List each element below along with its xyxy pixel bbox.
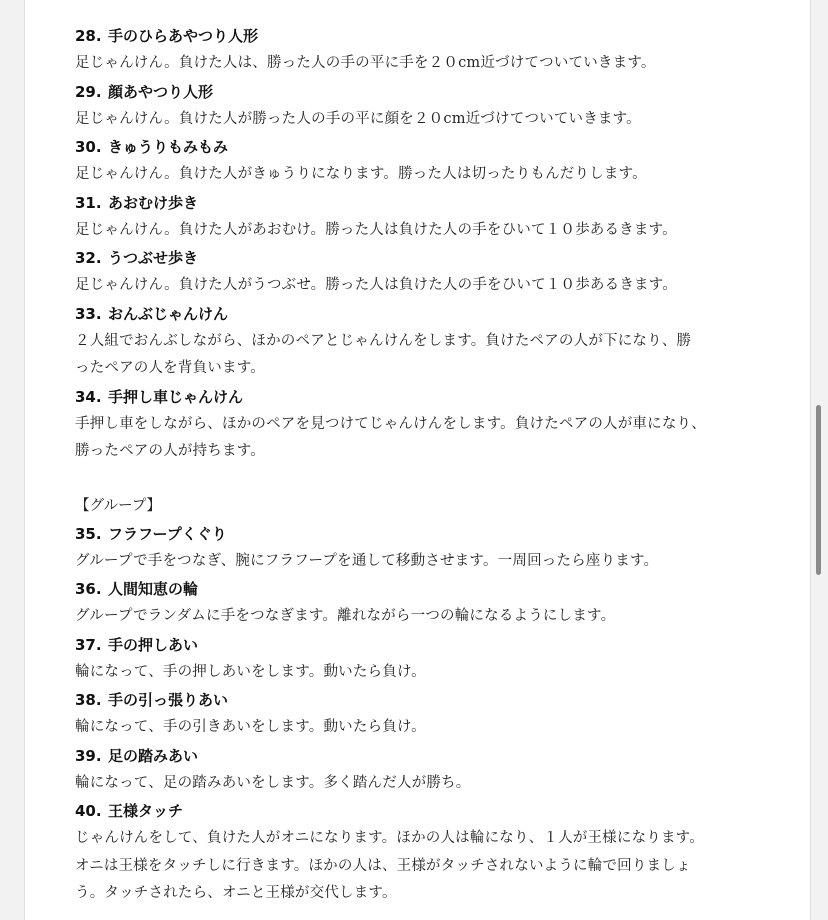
item-number: 33. — [75, 304, 102, 323]
item-title: おんぶじゃんけん — [108, 304, 229, 323]
item-heading — [75, 300, 775, 328]
item-number: 31. — [75, 193, 102, 212]
item-heading — [75, 383, 775, 411]
item-heading — [75, 631, 775, 659]
item-description: グループで手をつなぎ、腕にフラフープを通して移動させます。一周回ったら座ります。 — [75, 552, 659, 569]
item-number: 32. — [75, 249, 102, 267]
item-description: 足じゃんけん。負けた人がうつぶせ。勝った人は負けた人の手をひいて１０歩あるきます。 — [75, 277, 677, 293]
item-heading — [75, 520, 775, 548]
item-title: 手の引っ張りあい — [108, 691, 229, 709]
item-description: じゃんけんをして、負けた人がオニになります。ほかの人は輪になり、１人が王様になります。 — [75, 830, 704, 846]
item-heading — [75, 575, 775, 603]
item-title: うつぶせ歩き — [108, 249, 199, 267]
item-title: 手のひらあやつり人形 — [108, 27, 259, 45]
item-number: 40. — [75, 802, 102, 820]
item-title: 王様タッチ — [108, 802, 184, 820]
item-number: 29. — [75, 82, 102, 101]
item-title: きゅうりもみもみ — [108, 138, 229, 156]
item-number: 36. — [75, 580, 102, 598]
item-description: 足じゃんけん。負けた人は、勝った人の手の平に手を２０cm近づけてついていきます。 — [75, 55, 656, 71]
document-content — [75, 22, 775, 908]
item-title: 足の踏みあい — [108, 746, 199, 765]
item-description: ２人組でおんぶしながら、ほかのペアとじゃんけんをします。負けたペアの人が下になり、勝 — [75, 332, 692, 349]
item-heading — [75, 797, 775, 825]
document-page — [24, 0, 811, 920]
item-heading — [75, 133, 775, 161]
item-number: 39. — [75, 746, 102, 765]
item-heading — [75, 244, 775, 272]
item-description: オニは王様をタッチしに行きます。ほかの人は、王様がタッチされないように輪で回りましょ — [75, 857, 691, 874]
item-heading — [75, 686, 775, 714]
item-description: う。タッチされたら、オニと王様が交代します。 — [75, 885, 397, 901]
item-number: 30. — [75, 138, 102, 156]
item-title: 人間知恵の輪 — [108, 580, 199, 598]
item-description: 足じゃんけん。負けた人が勝った人の手の平に顔を２０cm近づけてついていきます。 — [75, 110, 641, 127]
item-description: 手押し車をしながら、ほかのペアを見つけてじゃんけんをします。負けたペアの人が車になり、 — [75, 415, 706, 432]
item-number: 38. — [75, 691, 102, 709]
item-title: 手の押しあい — [108, 635, 199, 654]
item-number: 34. — [75, 387, 102, 406]
item-title: フラフープくぐり — [108, 524, 227, 543]
item-description: 輪になって、手の押しあいをします。動いたら負け。 — [75, 663, 426, 680]
item-title: 手押し車じゃんけん — [108, 387, 244, 406]
item-description: 輪になって、手の引きあいをします。動いたら負け。 — [75, 719, 426, 735]
item-description: 足じゃんけん。負けた人がきゅうりになります。勝った人は切ったりもんだりします。 — [75, 166, 647, 182]
section-spacer — [75, 466, 775, 492]
item-heading — [75, 742, 775, 770]
item-number: 37. — [75, 635, 102, 654]
vertical-scrollbar[interactable] — [814, 0, 824, 920]
section-label-group: 【グループ】 — [75, 497, 161, 514]
item-description: ったペアの人を背負います。 — [75, 360, 265, 376]
item-title: 顔あやつり人形 — [108, 82, 214, 101]
item-heading — [75, 22, 775, 50]
scrollbar-thumb[interactable] — [816, 405, 821, 575]
item-description: 足じゃんけん。負けた人があおむけ。勝った人は負けた人の手をひいて１０歩あるきます。 — [75, 221, 677, 238]
item-title: あおむけ歩き — [108, 193, 199, 212]
item-number: 35. — [75, 524, 102, 543]
item-heading — [75, 189, 775, 217]
item-number: 28. — [75, 27, 102, 45]
item-description: 輪になって、足の踏みあいをします。多く踏んだ人が勝ち。 — [75, 774, 471, 791]
item-description: 勝ったペアの人が持ちます。 — [75, 443, 265, 459]
item-description: グループでランダムに手をつなぎます。離れながら一つの輪になるようにします。 — [75, 608, 616, 624]
item-heading — [75, 78, 775, 106]
